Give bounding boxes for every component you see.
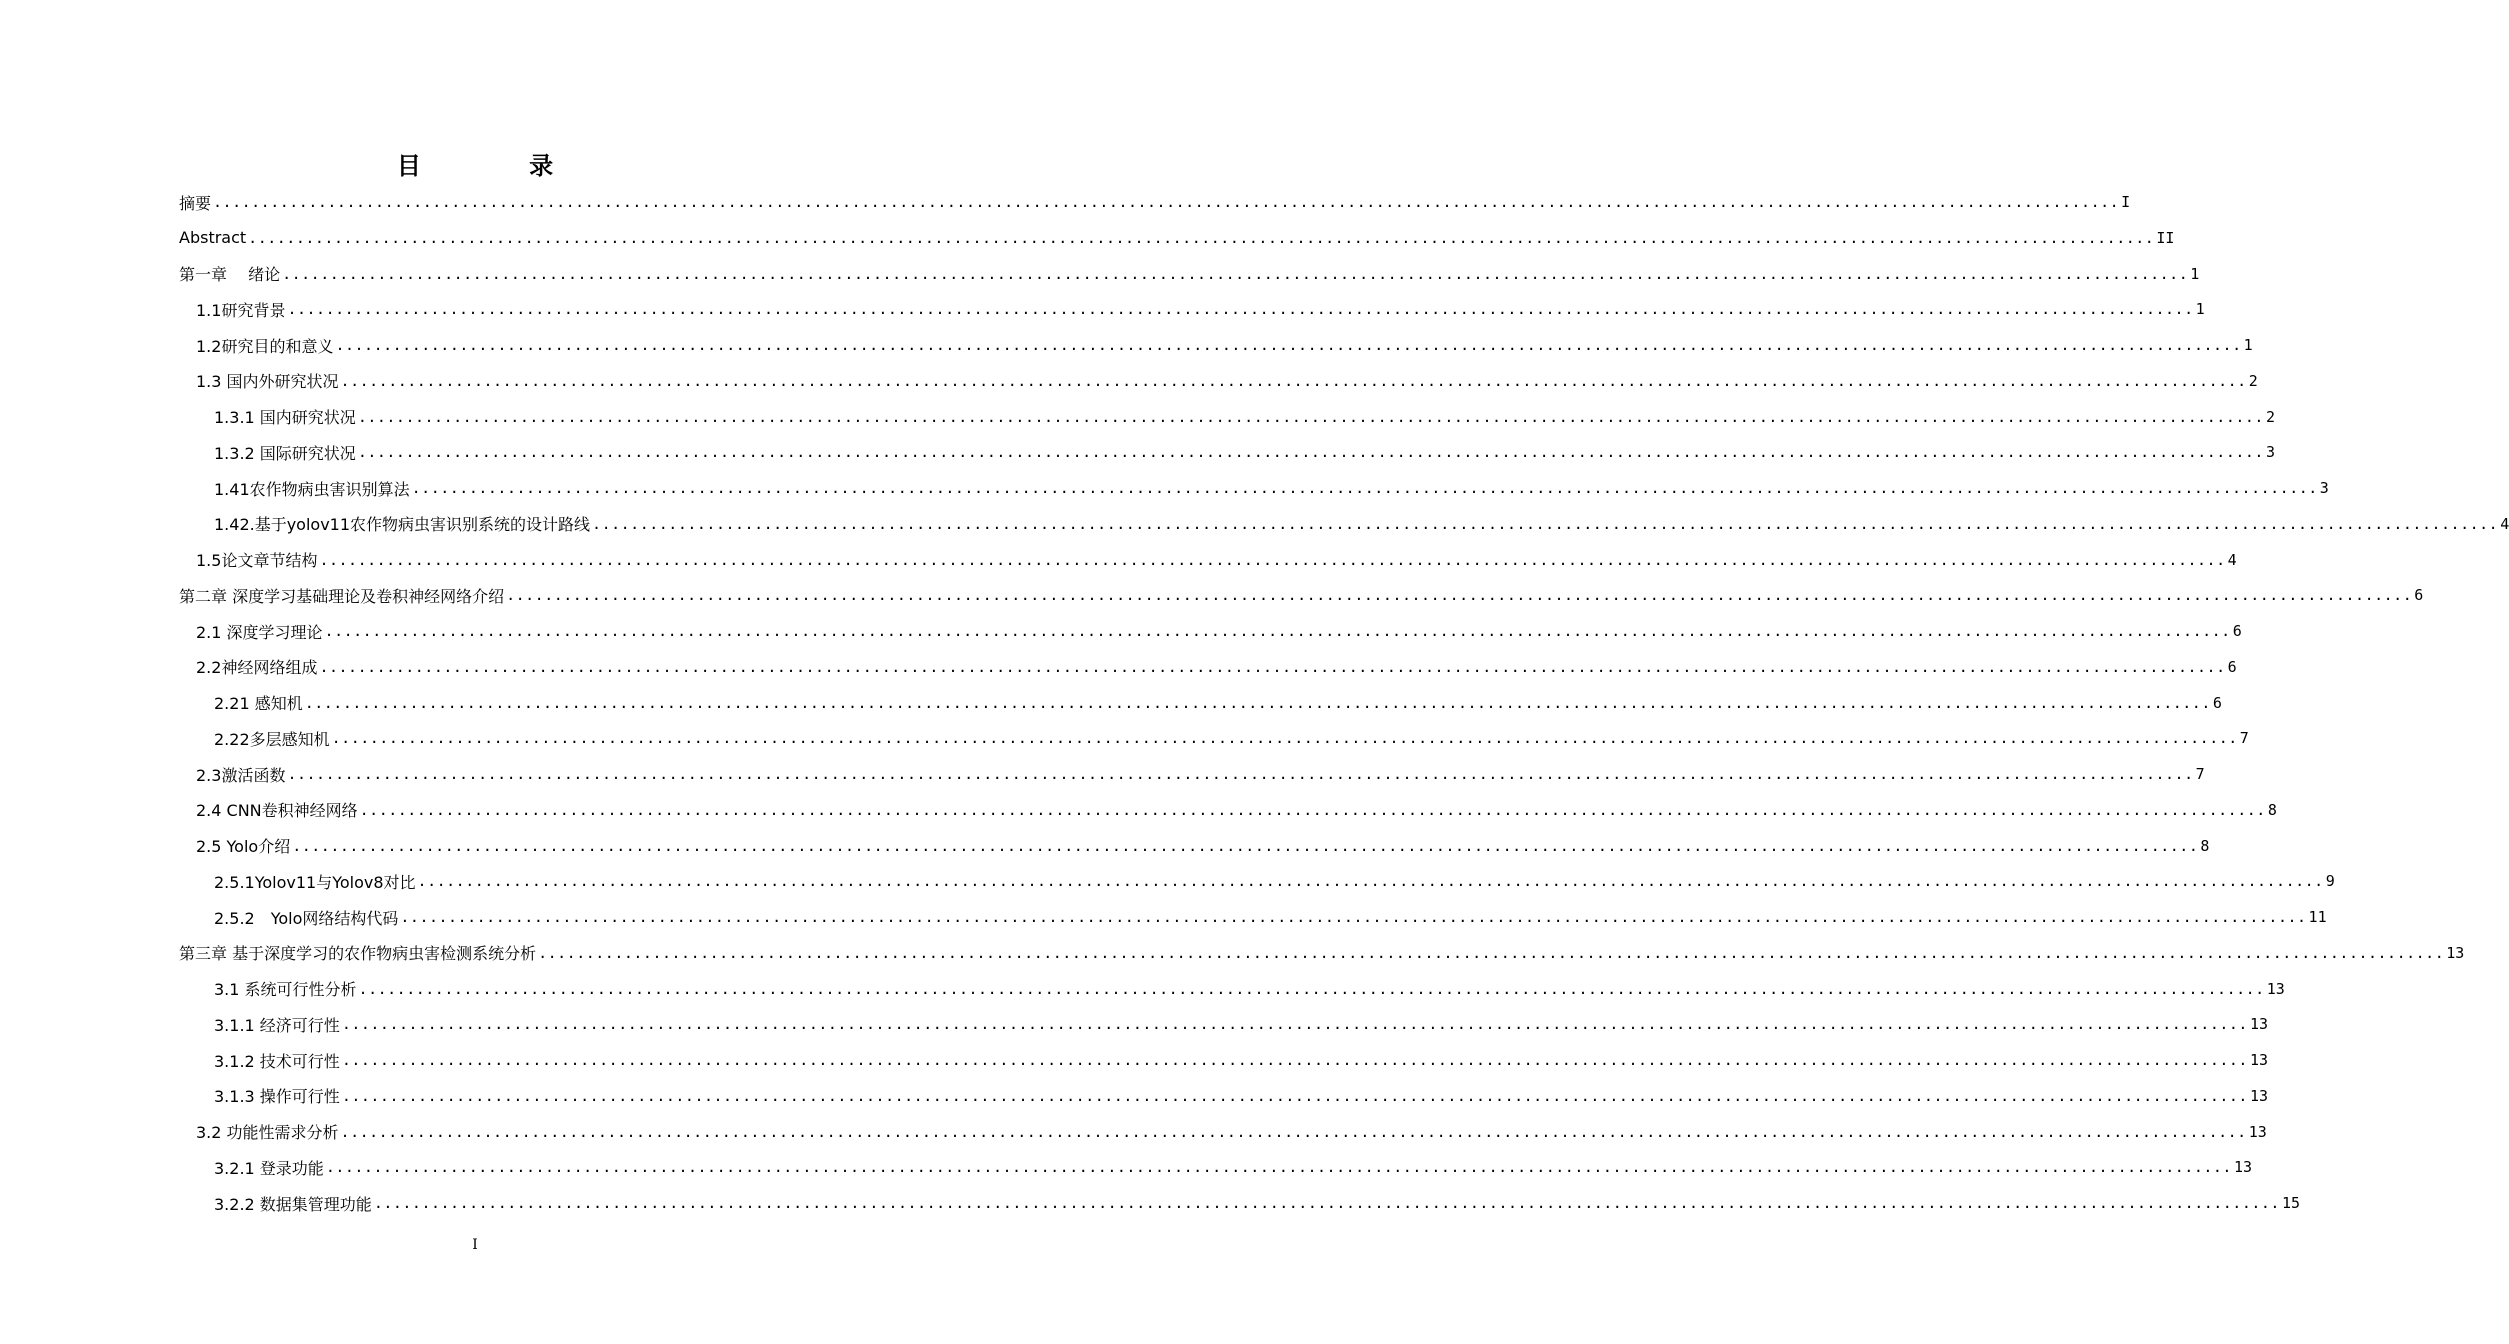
toc-entry-page-number: 13 xyxy=(2249,1015,2269,1034)
toc-entry-page-number: 7 xyxy=(2195,765,2205,783)
toc-entry-page-number: 9 xyxy=(2325,872,2335,891)
toc-entry[interactable] xyxy=(196,294,2205,324)
toc-entry[interactable] xyxy=(214,1081,2269,1111)
toc-entry-label: 2.1 深度学习理论 xyxy=(196,622,323,642)
toc-entry[interactable] xyxy=(196,616,2242,646)
toc-entry-page-number: I xyxy=(2121,193,2131,211)
toc-entry-page-number: 6 xyxy=(2414,586,2424,605)
toc-entry[interactable] xyxy=(214,1188,2301,1218)
toc-entry-label: 2.21 感知机 xyxy=(214,694,303,713)
toc-entry-label: 1.41农作物病虫害识别算法 xyxy=(214,479,410,499)
toc-entry-label: 2.5.2 Yolo网络结构代码 xyxy=(214,908,399,928)
dot-leader: ........................................................................................................................................................................................................ xyxy=(287,765,2194,783)
toc-entry-label: 1.5论文章节结构 xyxy=(196,551,318,570)
dot-leader: ........................................................................................................................................................................................................ xyxy=(592,514,2499,533)
toc-entry[interactable] xyxy=(196,330,2253,360)
page-title: 目 录 xyxy=(396,152,604,180)
toc-entry[interactable] xyxy=(214,1009,2269,1039)
toc-entry-page-number: 8 xyxy=(2267,800,2277,819)
toc-entry[interactable] xyxy=(196,759,2205,789)
toc-entry[interactable] xyxy=(196,1117,2267,1147)
toc-entry-label: 3.1.3 操作可行性 xyxy=(214,1087,340,1107)
toc-entry-label: 3.1.1 经济可行性 xyxy=(214,1015,340,1035)
toc-entry-page-number: 4 xyxy=(2227,550,2237,569)
toc-entry-page-number: 13 xyxy=(2249,1086,2269,1105)
toc-entry[interactable] xyxy=(179,259,2200,289)
toc-entry-page-number: 6 xyxy=(2232,622,2242,640)
toc-entry[interactable] xyxy=(214,402,2275,432)
dot-leader: ........................................................................................................................................................................................................ xyxy=(538,943,2445,962)
toc-entry-page-number: 13 xyxy=(2233,1158,2253,1177)
toc-entry-label: 3.2.2 数据集管理功能 xyxy=(214,1194,372,1214)
toc-entry-page-number: 1 xyxy=(2190,264,2200,283)
dot-leader: ........................................................................................................................................................................................................ xyxy=(340,371,2247,390)
toc-entry-label: 第一章 绪论 xyxy=(179,265,281,284)
toc-entry[interactable] xyxy=(196,545,2237,575)
toc-entry-label: 3.2 功能性需求分析 xyxy=(196,1123,339,1142)
toc-entry[interactable] xyxy=(214,866,2335,896)
toc-entry[interactable] xyxy=(214,1045,2269,1075)
toc-entry[interactable] xyxy=(214,1152,2253,1182)
toc-entry-label: 3.2.1 登录功能 xyxy=(214,1158,324,1178)
toc-entry-label: 1.3.2 国际研究状况 xyxy=(214,443,356,463)
toc-entry-page-number: 2 xyxy=(2265,407,2275,426)
toc-entry-label: 2.4 CNN卷积神经网络 xyxy=(196,801,358,821)
toc-entry-page-number: 1 xyxy=(2243,336,2253,354)
dot-leader: ........................................................................................................................................................................................................ xyxy=(373,1194,2280,1212)
toc-entry[interactable] xyxy=(196,831,2210,861)
toc-entry-page-number: 13 xyxy=(2266,979,2285,998)
toc-entry[interactable] xyxy=(179,580,2424,610)
toc-entry-page-number: II xyxy=(2156,228,2175,247)
dot-leader: ........................................................................................................................................................................................................ xyxy=(304,693,2211,712)
toc-entry-page-number: 4 xyxy=(2500,514,2509,533)
dot-leader: ........................................................................................................................................................................................................ xyxy=(341,1051,2248,1069)
toc-entry-label: 3.1 系统可行性分析 xyxy=(214,980,357,999)
toc-entry[interactable] xyxy=(196,652,2237,682)
toc-entry[interactable] xyxy=(179,223,2175,253)
toc-entry-page-number: 8 xyxy=(2200,836,2210,855)
dot-leader: ........................................................................................................................................................................................................ xyxy=(282,264,2189,283)
toc-entry-page-number: 6 xyxy=(2212,693,2222,712)
dot-leader: ........................................................................................................................................................................................................ xyxy=(213,193,2120,211)
toc-entry-label: 1.42.基于yolov11农作物病虫害识别系统的设计路线 xyxy=(214,515,591,535)
toc-entry[interactable] xyxy=(214,473,2329,503)
toc-entry-label: 摘要 xyxy=(179,193,212,213)
toc-entry-label: 2.3激活函数 xyxy=(196,765,286,785)
footer-page-number: I xyxy=(472,1237,478,1253)
dot-leader: ........................................................................................................................................................................................................ xyxy=(357,443,2264,462)
dot-leader: ........................................................................................................................................................................................................ xyxy=(357,407,2264,426)
dot-leader: ........................................................................................................................................................................................................ xyxy=(400,908,2307,926)
toc-entry[interactable] xyxy=(179,938,2465,968)
toc-entry-label: Abstract xyxy=(179,228,247,248)
toc-entry-page-number: 13 xyxy=(2446,943,2465,962)
toc-entry-page-number: 3 xyxy=(2319,479,2329,497)
toc-entry-page-number: 1 xyxy=(2195,300,2205,319)
toc-entry[interactable] xyxy=(214,437,2275,467)
toc-entry-label: 2.2神经网络组成 xyxy=(196,658,318,678)
dot-leader: ........................................................................................................................................................................................................ xyxy=(417,872,2324,891)
dot-leader: ........................................................................................................................................................................................................ xyxy=(319,657,2226,676)
dot-leader: ........................................................................................................................................................................................................ xyxy=(411,479,2318,497)
toc-entry-label: 3.1.2 技术可行性 xyxy=(214,1051,340,1071)
dot-leader: ........................................................................................................................................................................................................ xyxy=(319,550,2226,569)
toc-entry-label: 2.5 Yolo介绍 xyxy=(196,837,291,856)
toc-entry-page-number: 2 xyxy=(2248,371,2258,390)
toc-entry-label: 1.3 国内外研究状况 xyxy=(196,372,339,392)
dot-leader: ........................................................................................................................................................................................................ xyxy=(335,336,2242,354)
toc-entry[interactable] xyxy=(196,795,2277,825)
toc-entry-label: 1.3.1 国内研究状况 xyxy=(214,408,356,427)
toc-entry[interactable] xyxy=(214,723,2249,753)
toc-entry-label: 2.5.1Yolov11与Yolov8对比 xyxy=(214,872,416,892)
toc-entry[interactable] xyxy=(214,509,2509,539)
toc-entry-label: 第三章 基于深度学习的农作物病虫害检测系统分析 xyxy=(179,944,537,964)
toc-entry-label: 1.2研究目的和意义 xyxy=(196,336,334,356)
dot-leader: ........................................................................................................................................................................................................ xyxy=(325,1158,2232,1177)
toc-entry-label: 第二章 深度学习基础理论及卷积神经网络介绍 xyxy=(179,586,505,606)
dot-leader: ........................................................................................................................................................................................................ xyxy=(340,1122,2247,1141)
toc-entry-page-number: 6 xyxy=(2227,657,2237,676)
dot-leader: ........................................................................................................................................................................................................ xyxy=(506,586,2413,605)
toc-entry[interactable] xyxy=(214,902,2327,932)
toc-entry-page-number: 7 xyxy=(2239,729,2249,748)
toc-entry-label: 2.22多层感知机 xyxy=(214,729,330,749)
toc-entry[interactable] xyxy=(214,688,2222,718)
toc-entry-page-number: 11 xyxy=(2308,908,2327,926)
dot-leader: ........................................................................................................................................................................................................ xyxy=(341,1086,2248,1105)
dot-leader: ........................................................................................................................................................................................................ xyxy=(248,228,2155,247)
dot-leader: ........................................................................................................................................................................................................ xyxy=(292,836,2199,855)
toc-entry-page-number: 15 xyxy=(2281,1194,2301,1212)
toc-entry-label: 1.1研究背景 xyxy=(196,300,286,320)
toc-entry[interactable] xyxy=(196,366,2258,396)
dot-leader: ........................................................................................................................................................................................................ xyxy=(358,979,2265,998)
toc-entry-page-number: 13 xyxy=(2249,1051,2269,1069)
dot-leader: ........................................................................................................................................................................................................ xyxy=(359,800,2266,819)
toc-entry[interactable] xyxy=(214,974,2285,1004)
toc-entry-page-number: 13 xyxy=(2248,1122,2267,1141)
toc-entry[interactable] xyxy=(179,187,2131,217)
dot-leader: ........................................................................................................................................................................................................ xyxy=(287,300,2194,319)
toc-entry-page-number: 3 xyxy=(2265,443,2275,462)
dot-leader: ........................................................................................................................................................................................................ xyxy=(341,1015,2248,1034)
dot-leader: ........................................................................................................................................................................................................ xyxy=(331,729,2238,748)
dot-leader: ........................................................................................................................................................................................................ xyxy=(324,622,2231,640)
